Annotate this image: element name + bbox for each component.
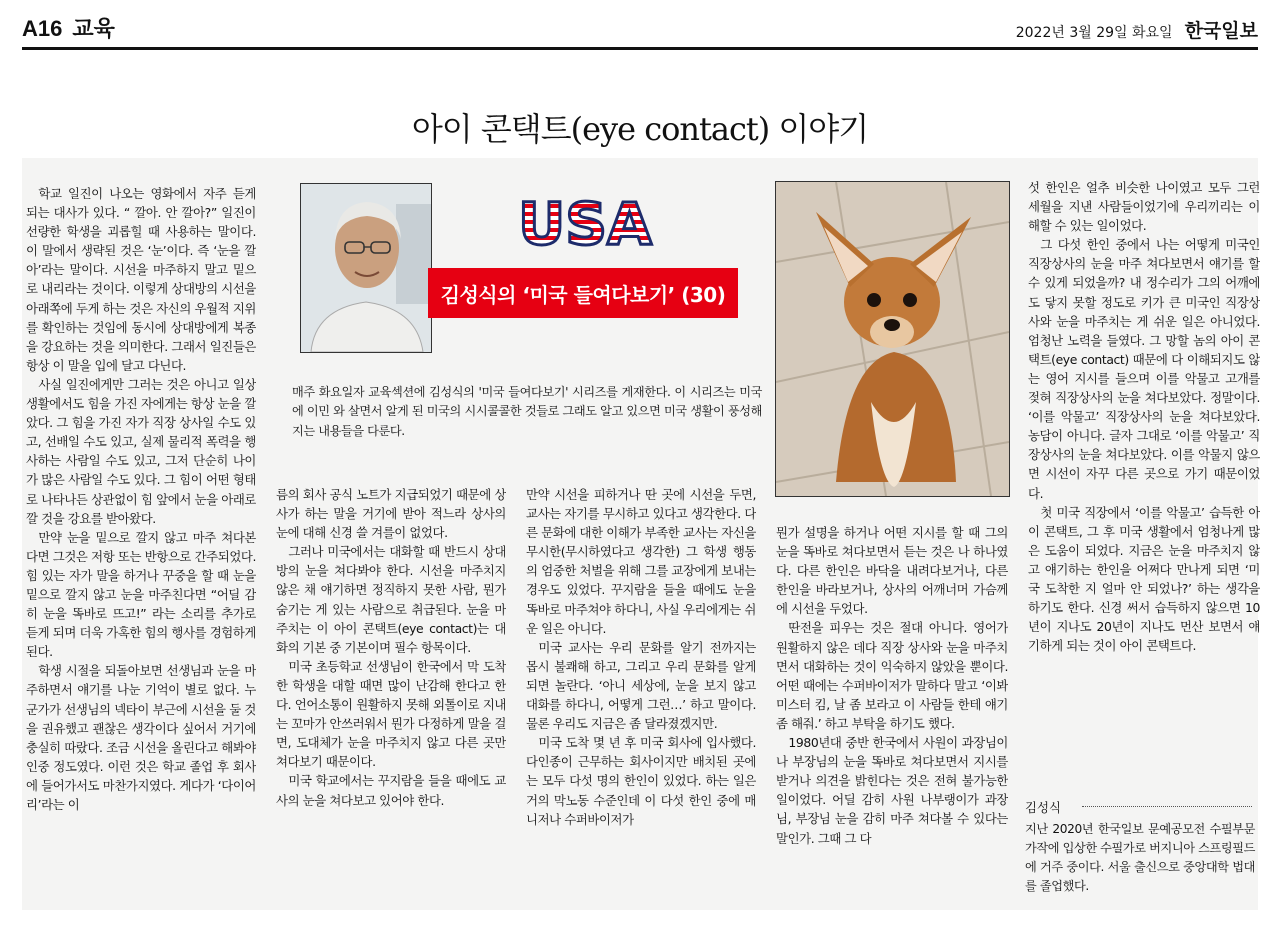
divider bbox=[1082, 806, 1252, 807]
paragraph: 뭔가 설명을 하거나 어떤 지시를 할 때 그의 눈을 똑바로 쳐다보면서 듣는 것은 나 하나였다. 다른 한인은 바닥을 내려다보거나, 다른 한인을 바라보거나, 상사의 어깨너머 가슴께에 시선을 두었다. bbox=[776, 525, 1008, 617]
dog-photo bbox=[775, 181, 1010, 497]
paragraph: 학교 일진이 나오는 영화에서 자주 듣게 되는 대사가 있다. “ 깔아. 안 깔아?” 일진이 선량한 학생을 괴롭힐 때 사용하는 말이다. 이 말에서 생략된 것은 ‘눈’이다. 즉 ‘눈을 깔아’라는 말이다. 시선을 마주하지 말고 밑으로 내리라는 것이다. 이렇게 상대방의 시선을 아래쪽에 두게 하는 것은 자신의 우월적 지위를 확인하는 것임에 동시에 상대방에게 복종을 강요하는 것을 의미한다. 그래서 일진들은 항상 이 말을 입에 달고 다닌다. bbox=[26, 186, 256, 373]
paragraph: 사실 일진에게만 그러는 것은 아니고 일상생활에서도 힘을 가진 자에게는 항상 눈을 깔았다. 그 힘을 가진 자가 직장 상사일 수도 있고, 선배일 수도 있고, 실제 물리적 폭력을 행사하는 사람일 수도 있고, 그저 단순히 나이가 많은 사람일 수도 있다. 그 힘이 어떤 형태로 나타나든 상관없이 힘 앞에서 눈을 아래로 깔 것을 강요를 받아왔다. bbox=[26, 376, 256, 526]
paragraph: 딴전을 피우는 것은 절대 아니다. 영어가 원활하지 않은 데다 직장 상사와 눈을 마주치면서 대화하는 것이 익숙하지 않았을 뿐이다. 어떤 때에는 수퍼바이저가 말하다 말고 ‘이봐 미스터 킴, 날 좀 보라고 이 사람들 한테 얘기 좀 해줘.’ 하고 부탁을 하기도 했다. bbox=[776, 620, 1008, 731]
paragraph: 미국 초등학교 선생님이 한국에서 막 도착한 학생을 대할 때면 많이 난감해 한다고 한다. 언어소통이 원활하지 못해 외톨이로 지내는 꼬마가 안쓰러워서 뭔가 다정하게 말을 걸면, 도대체가 눈을 마주치지 않고 다른 곳만 쳐다보기 때문이다. bbox=[276, 658, 506, 770]
author-name: 김성식 bbox=[1025, 800, 1061, 815]
usa-logo-text: USA bbox=[518, 190, 652, 258]
series-intro: 매주 화요일자 교육섹션에 김성식의 '미국 들여다보기' 시리즈를 게재한다. 이 시리즈는 미국에 이민 와 살면서 알게 된 미국의 시시콜콜한 것들로 그래도 알고 있으면 미국 생활이 풍성해지는 내용들을 다룬다. bbox=[292, 385, 762, 438]
column-5 bbox=[1028, 178, 1260, 738]
section-name: 교육 bbox=[72, 17, 115, 42]
author-bio: 지난 2020년 한국일보 문예공모전 수필부문 가작에 입상한 수필가로 버지니아 스프링필드에 거주 중이다. 서울 출신으로 중앙대학 법대를 졸업했다. bbox=[1025, 822, 1255, 893]
author-photo bbox=[300, 183, 432, 353]
paragraph: 학생 시절을 되돌아보면 선생님과 눈을 마주하면서 얘기를 나눈 기억이 별로 없다. 누군가가 선생님의 넥타이 부근에 시선을 둘 것을 권유했고 괜찮은 생각이다 싶어서 거기에 충실히 따랐다. 조금 시선을 올린다고 해봐야 인중 정도였다. 이런 것은 학교 졸업 후 회사에 들어가서도 마찬가지였다. 게다가 ‘다이어리’라는 이 bbox=[26, 663, 256, 812]
paragraph: 미국 교사는 우리 문화를 알기 전까지는 몹시 불쾌해 하고, 그리고 우리 문화를 알게 되면 놀란다. ‘아니 세상에, 눈을 보지 않고 대화를 하다니, 어떻게 그런…’ 하고 말이다. 물론 우리도 지금은 좀 달라졌겠지만. bbox=[526, 639, 756, 732]
paragraph: 섯 한인은 얼추 비슷한 나이였고 모두 그런 세월을 지낸 사람들이었기에 우리끼리는 이해할 수 있는 일이었다. bbox=[1028, 180, 1260, 234]
paragraph: 미국 학교에서는 꾸지람을 들을 때에도 교사의 눈을 쳐다보고 있어야 한다. bbox=[276, 773, 506, 808]
paragraph: 첫 미국 직장에서 ‘이를 악물고’ 습득한 아이 콘택트, 그 후 미국 생활에서 엄청나게 많은 도움이 되었다. 지금은 눈을 마주치지 않고 얘기하는 한인을 어쩌다 만나게 되면 ‘미국 도착한 지 얼마 안 되었나?’ 하는 생각을 하기도 한다. 신경 써서 습득하지 않으면 10년이 지나도 20년이 지나도 먼산 보면서 얘기하게 되는 것이 아이 콘택트다. bbox=[1028, 504, 1260, 654]
paragraph: 미국 도착 몇 년 후 미국 회사에 입사했다. 다인종이 근무하는 회사이지만 배치된 곳에는 모두 다섯 명의 한인이 있었다. 하는 일은 거의 막노동 수준인데 이 다섯 한인 중에 매니저나 수퍼바이저가 bbox=[526, 735, 756, 827]
paragraph: 만약 시선을 피하거나 딴 곳에 시선을 두면, 교사는 자기를 무시하고 있다고 생각한다. 다른 문화에 대한 이해가 부족한 교사는 자신을 무시한(무시하였다고 생각한) 그 학생 행동의 엄중한 처벌을 위해 그를 교장에게 보내는 경우도 있었다. 꾸지람을 들을 때에도 눈을 똑바로 마주쳐야 하다니, 사실 우리에게는 쉬운 일은 아니다. bbox=[526, 487, 756, 636]
issue-date: 2022년 3월 29일 화요일 bbox=[1015, 25, 1173, 41]
headline: 아이 콘택트(eye contact) 이야기 bbox=[411, 110, 869, 148]
column-4 bbox=[776, 523, 1008, 910]
paragraph: 만약 눈을 밑으로 깔지 않고 마주 쳐다본다면 그것은 저항 또는 반항으로 간주되었다. 힘 있는 자가 말을 하거나 꾸중을 할 때 눈을 밑으로 깔지 않고 눈을 마주친다면 “어딜 감히 눈을 똑바로 뜨고!” 라는 소리를 추가로 듣게 되며 더욱 가혹한 힘의 행사를 경험하게 된다. bbox=[26, 529, 256, 660]
paper-name: 한국일보 bbox=[1184, 20, 1258, 42]
series-title: 김성식의 ‘미국 들여다보기’ (30) bbox=[428, 268, 738, 318]
paragraph: 그러나 미국에서는 대화할 때 반드시 상대방의 눈을 쳐다봐야 한다. 시선을 마주치지 않은 채 얘기하면 정직하지 못한 사람, 뭔가 숨기는 게 있는 사람으로 취급된다. 눈을 마주치는 이 아이 콘택트(eye contact)는 대화의 기본 중 기본이며 필수 항목이다. bbox=[276, 544, 506, 655]
usa-logo bbox=[505, 188, 665, 258]
paragraph: 름의 회사 공식 노트가 지급되었기 때문에 상사가 하는 말을 거기에 받아 적느라 상사의 눈에 대해 신경 쓸 겨를이 없었다. bbox=[276, 487, 506, 541]
column-3 bbox=[526, 485, 756, 910]
column-2 bbox=[276, 485, 506, 910]
page-number: A16 bbox=[22, 16, 63, 41]
masthead bbox=[22, 14, 1258, 50]
column-1 bbox=[26, 184, 256, 909]
paragraph: 1980년대 중반 한국에서 사원이 과장님이나 부장님의 눈을 똑바로 쳐다보면서 지시를 받거나 의견을 밝힌다는 것은 전혀 불가능한 일이었다. 어딜 감히 사원 나부랭이가 과장님, 부장님 눈을 감히 마주 쳐다볼 수 있다는 말인가. 그때 그 다 bbox=[776, 735, 1008, 846]
paragraph: 그 다섯 한인 중에서 나는 어떻게 미국인 직장상사의 눈을 마주 쳐다보면서 얘기를 할 수 있게 되었을까? 내 정수리가 그의 어깨에도 닿지 못할 정도로 키가 큰 미국인 직장상사와 눈을 마주치는 게 쉬운 일은 아니었다. 엄청난 노력을 들였다. 그 망할 놈의 아이 콘택트(eye contact) 때문에 다 이해되지도 않는 영어 지시를 들으며 이를 악물고 고개를 젖혀 직장상사의 눈을 쳐다보았다. 정말이다. ‘이를 악물고’ 직장상사의 눈을 쳐다보았다. 농담이 아니다. 글자 그대로 ‘이를 악물고’ 직장상사의 눈을 쳐다보았다. 이를 악물지 않으면 시선이 자꾸 다른 곳으로 가기 때문이었다. bbox=[1028, 237, 1260, 501]
